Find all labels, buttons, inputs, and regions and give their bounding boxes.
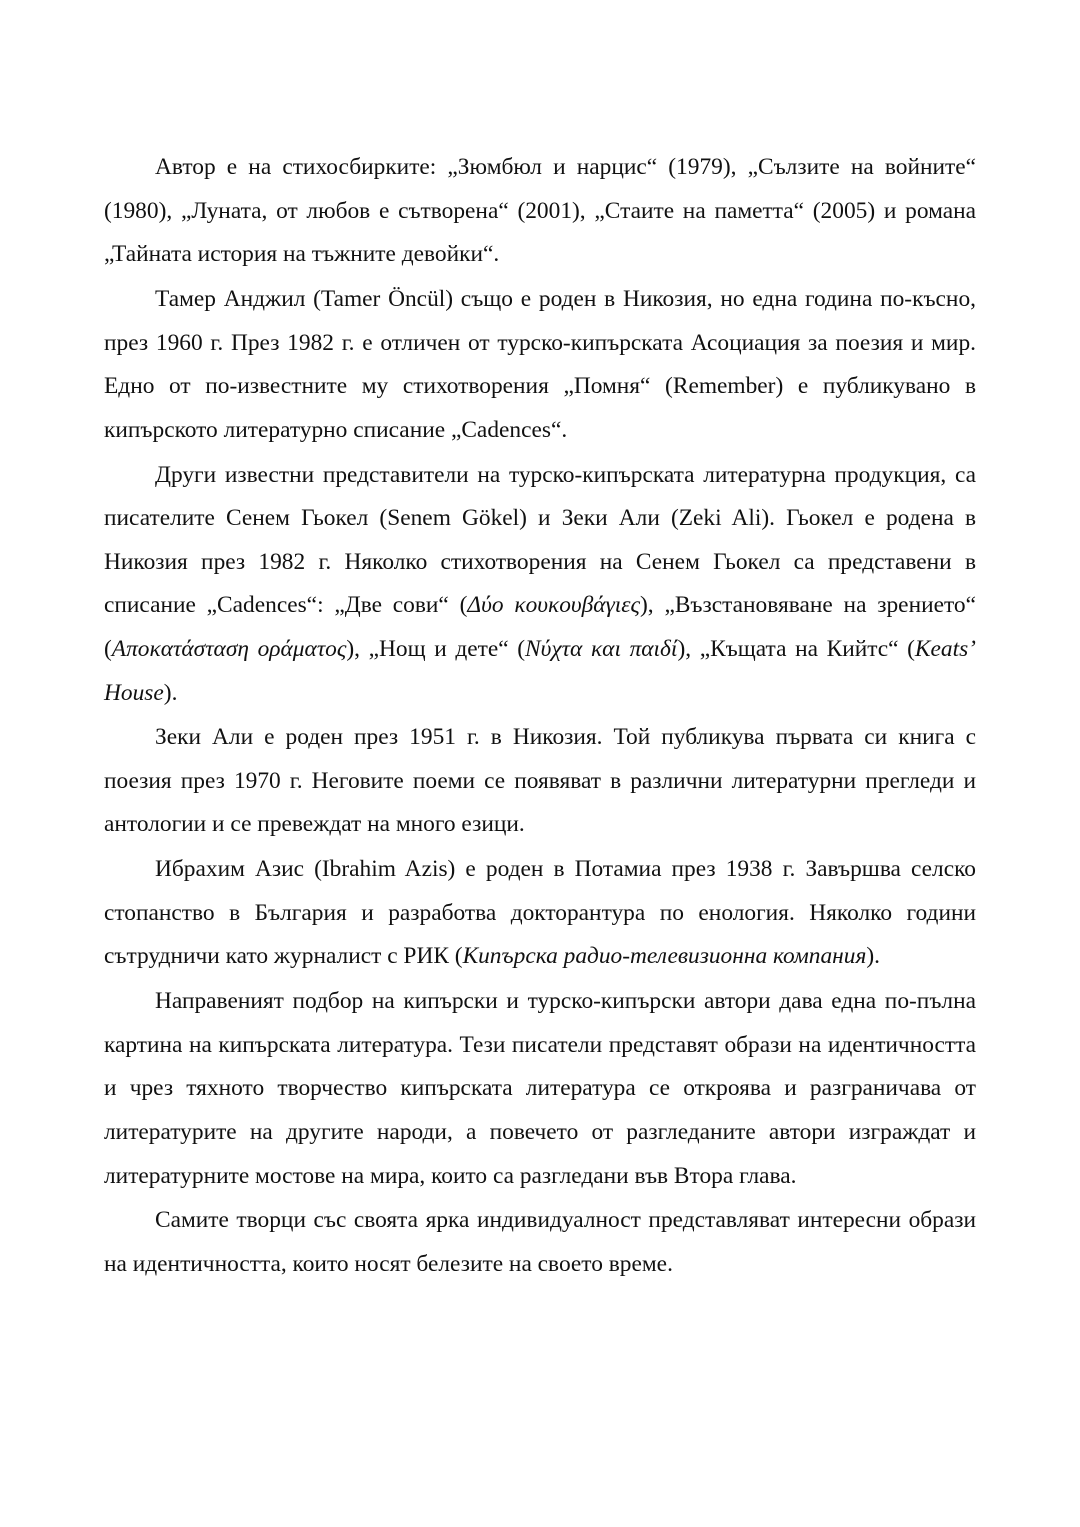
paragraph-author-collections (104, 146, 976, 277)
paragraph-selection-summary (104, 980, 976, 1198)
paragraph-conclusion (104, 1199, 976, 1286)
document-body (104, 146, 976, 1288)
text-segment: ), „Къщата на Кийтс“ ( (677, 635, 915, 662)
text-segment: Тамер Анджил (Tamer Öncül) също е роден в Никозия, но една година по-късно, през 1960 г. През 1982 г. е отличен от турско-кипърската Асоциация за поезия и мир. Едно от по-известните му стихотворения „Помня“ (Remember) е публикувано в кипърското литературно списание „Cadences“. (104, 285, 976, 443)
text-segment: Автор е на стихосбирките: „Зюмбюл и нарцис“ (1979), „Сълзите на войните“ (1980), „Луната, от любов е сътворена“ (2001), „Стаите на паметта“ (2005) и романа „Тайната история на тъжните девойки“. (104, 154, 976, 268)
italic-greek-title: Δύο κουκουβάγιες (467, 592, 641, 619)
paragraph-zeki-ali (104, 716, 976, 847)
italic-greek-title: Αποκατάσταση οράματος (111, 635, 347, 662)
text-segment: ), „Нощ и дете“ ( (346, 635, 526, 662)
paragraph-ibrahim-azis (104, 848, 976, 979)
text-segment: Ибрахим Азис (Ibrahim Azis) е роден в Потамиа през 1938 г. Завършва селско стопанство в България и разработва докторантура по енология. Няколко години сътрудничи като журналист с РИК ( (104, 856, 976, 970)
text-segment: Направеният подбор на кипърски и турско-кипърски автори дава една по-пълна картина на кипърската литература. Тези писатели представят образи на идентичността и чрез тяхното творчество кипърската литература се откроява и разграничава от литературите на другите народи, а повечето от разгледаните автори изграждат и литературните мостове на мира, които са разгледани във Втора глава. (104, 988, 976, 1189)
text-segment: ), „Възстановяване на зрението“ ( (104, 592, 976, 662)
paragraph-senem-gokel (104, 454, 976, 716)
text-segment: Зеки Али е роден през 1951 г. в Никозия. Той публикува първата си книга с поезия през 1970 г. Неговите поеми се появяват в различни литературни прегледи и антологии и се превеждат на много езици. (104, 724, 976, 838)
text-segment: ). (866, 943, 880, 970)
text-segment: ). (163, 679, 178, 706)
italic-organization-name: Кипърска радио-телевизионна компания (462, 943, 867, 970)
text-segment: Други известни представители на турско-кипърската литературна продукция, са писателите Сенем Гьокел (Senem Gökel) и Зеки Али (Zeki Ali). Гьокел е родена в Никозия през 1982 г. Няколко стихотворения на Сенем Гьокел са представени в списание „Cadences“: „Две сови“ ( (104, 461, 976, 619)
italic-english-title: Keats’ House (104, 635, 976, 706)
text-segment: Самите творци със своята ярка индивидуалност представляват интересни образи на идентичността, които носят белезите на своето време. (104, 1207, 976, 1277)
italic-greek-title: Νύχτα και παιδί (525, 635, 678, 662)
paragraph-tamer-oncul (104, 278, 976, 452)
